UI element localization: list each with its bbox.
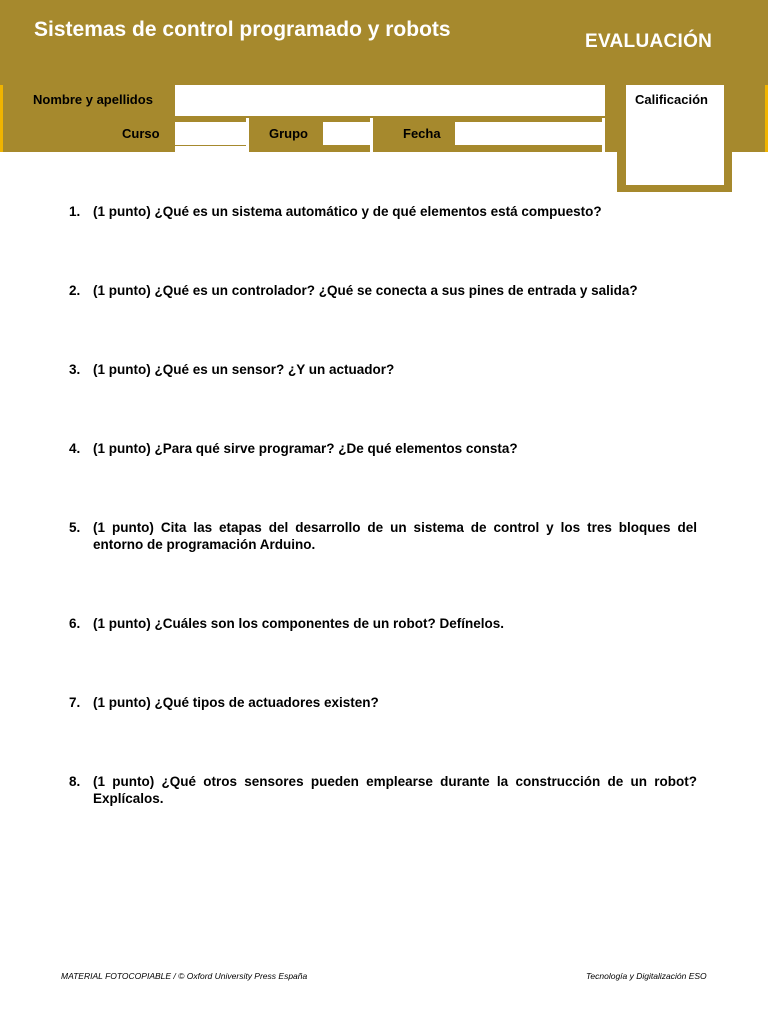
footer-copyright: MATERIAL FOTOCOPIABLE / © Oxford University Press España xyxy=(61,971,308,981)
question-number: 4. xyxy=(69,441,81,456)
question-text: (1 punto) Cita las etapas del desarrollo de un sistema de control y los tres bloques del entorno de programación Arduino. xyxy=(93,520,697,552)
question-number: 6. xyxy=(69,616,81,631)
question-text: (1 punto) ¿Qué es un sistema automático y de qué elementos está compuesto? xyxy=(93,204,602,219)
course-field-strip xyxy=(175,146,246,152)
question-text: (1 punto) ¿Qué otros sensores pueden emplearse durante la construcción de un robot? Explícalos. xyxy=(93,774,697,806)
question-text: (1 punto) ¿Qué es un sensor? ¿Y un actuador? xyxy=(93,362,395,377)
question-number: 3. xyxy=(69,362,81,377)
question-number: 2. xyxy=(69,283,81,298)
question-item xyxy=(65,694,697,711)
question-text: (1 punto) ¿Cuáles son los componentes de un robot? Defínelos. xyxy=(93,616,505,631)
course-field[interactable] xyxy=(175,122,246,145)
question-text: (1 punto) ¿Para qué sirve programar? ¿De qué elementos consta? xyxy=(93,441,518,456)
header-banner xyxy=(0,0,768,85)
question-text: (1 punto) ¿Qué tipos de actuadores existen? xyxy=(93,695,379,710)
question-item xyxy=(65,361,697,378)
form-separator xyxy=(370,118,373,152)
question-item xyxy=(65,773,697,807)
question-item xyxy=(65,282,697,299)
course-label: Curso xyxy=(122,126,160,141)
question-number: 5. xyxy=(69,520,81,535)
question-number: 1. xyxy=(69,204,81,219)
question-item xyxy=(65,519,697,553)
question-item xyxy=(65,440,697,457)
form-separator xyxy=(246,118,249,152)
name-label: Nombre y apellidos xyxy=(33,92,153,107)
date-field[interactable] xyxy=(455,122,602,145)
group-field[interactable] xyxy=(323,122,370,145)
question-number: 8. xyxy=(69,774,81,789)
page-title: Sistemas de control programado y robots xyxy=(34,18,451,41)
group-label: Grupo xyxy=(269,126,308,141)
date-label: Fecha xyxy=(403,126,441,141)
footer-subject: Tecnología y Digitalización ESO xyxy=(586,971,707,981)
grade-label: Calificación xyxy=(635,92,708,107)
evaluation-badge: EVALUACIÓN xyxy=(585,31,713,52)
question-item xyxy=(65,203,697,220)
question-number: 7. xyxy=(69,695,81,710)
question-item xyxy=(65,615,697,632)
name-field[interactable] xyxy=(175,85,605,116)
question-text: (1 punto) ¿Qué es un controlador? ¿Qué se conecta a sus pines de entrada y salida? xyxy=(93,283,638,298)
form-separator xyxy=(602,118,605,152)
